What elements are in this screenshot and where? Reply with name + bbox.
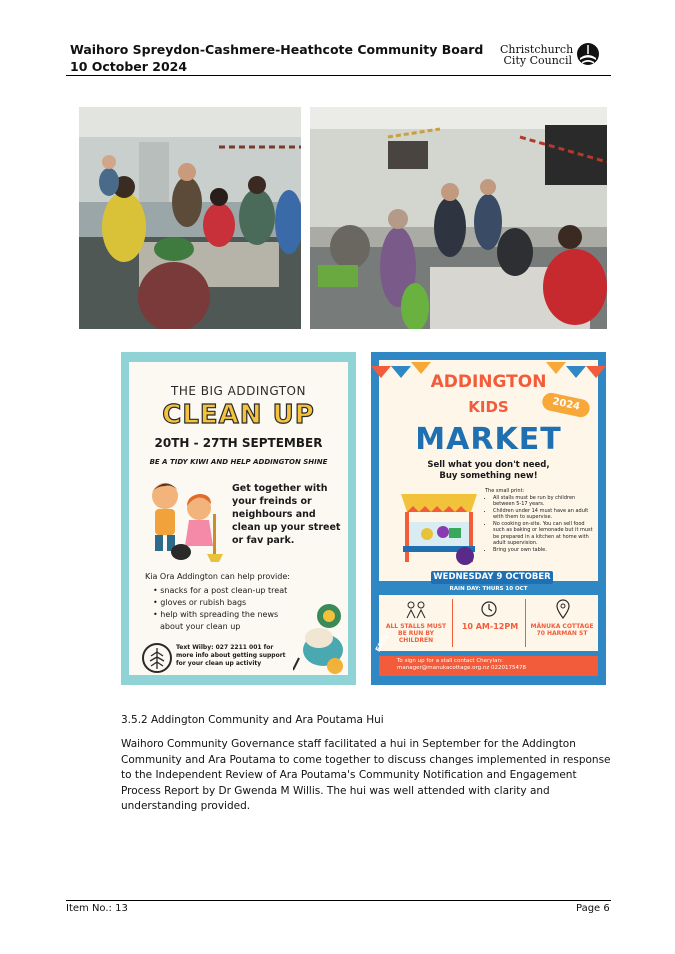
logo-line-2: City Council <box>503 54 572 67</box>
market-title-line-2: KIDS <box>468 398 509 416</box>
market-time: 10 AM-12PM <box>461 622 519 631</box>
market-info-panel <box>379 595 598 651</box>
venue-address: 70 HARMAN ST <box>536 630 588 637</box>
children-icon <box>405 601 427 619</box>
logo-line-1: Christchurch <box>500 43 574 56</box>
clean-up-poster <box>121 352 356 685</box>
item-number: Item No.: 13 <box>66 903 128 914</box>
market-title-line-3: MARKET <box>415 422 562 457</box>
list-item: • Bring your own table. <box>493 547 597 554</box>
community-photo-1 <box>79 107 301 329</box>
council-emblem-icon <box>576 42 600 68</box>
document-header-title <box>70 41 483 75</box>
small-print-title: The small print: <box>485 488 525 494</box>
tagline-line-2: Buy something new! <box>439 471 538 481</box>
list-item: • No cooking on-site. You can sell food such as baking or lemonade but it must be prepared in a kitchen at home with adult supervision. <box>493 521 597 547</box>
section-heading: 3.5.2 Addington Community and Ara Poutama Hui <box>121 714 384 726</box>
list-item: • help with spreading the news <box>153 610 279 619</box>
contact-line-2: more info about getting support <box>176 652 286 659</box>
clean-up-poster-card <box>129 362 348 675</box>
clock-icon <box>480 600 498 618</box>
clean-up-tagline: BE A TIDY KIWI AND HELP ADDINGTON SHINE <box>149 458 328 466</box>
signup-line-1: To sign up for a stall contact Cherylan: <box>397 658 503 664</box>
divider <box>525 599 526 647</box>
fern-logo-icon <box>141 642 173 674</box>
clean-up-contact <box>176 644 296 668</box>
clean-up-get-together: Get together with your freinds or neighbours and clean up your street or fav park. <box>232 483 341 546</box>
section-paragraph: Waihoro Community Governance staff facilitated a hui in September for the Addington Community and Ara Poutama to come together to discuss changes implemented in response to the Independent Review of Ara Poutama's Community Notification and Engagement Process Report by Dr Gwenda M Willis. The hui was well attended with clarity and understanding provided. <box>121 738 611 812</box>
location-pin-icon <box>556 599 570 619</box>
children-illustration-icon <box>141 474 231 564</box>
venue-name: MĀNUKA COTTAGE <box>530 623 594 630</box>
divider <box>452 599 453 647</box>
market-rule-children: ALL STALLS MUST BE RUN BY CHILDREN <box>385 623 447 644</box>
clean-up-dates: 20TH - 27TH SEPTEMBER <box>154 436 323 450</box>
tagline-line-1: Sell what you don't need, <box>427 460 550 470</box>
signup-line-2: manager@manukacottage.org.nz 0220175478 <box>397 665 526 671</box>
clean-up-kia-ora: Kia Ora Addington can help provide: <box>145 572 290 581</box>
footer-rule <box>66 900 611 901</box>
meeting-date: 10 October 2024 <box>70 59 188 74</box>
kids-market-poster <box>371 352 606 685</box>
free-ribbon: FREE! <box>374 629 393 654</box>
list-item: • All stalls must be run by children between 5-17 years. <box>493 495 597 508</box>
community-photo-2 <box>310 107 607 329</box>
council-logo <box>500 42 600 70</box>
list-item: about your clean up <box>160 622 241 631</box>
kiwi-bird-illustration-icon <box>293 600 355 678</box>
clean-up-provide-list <box>153 585 287 633</box>
contact-line-3: for your clean up activity <box>176 660 262 667</box>
board-name: Waihoro Spreydon-Cashmere-Heathcote Community Board <box>70 42 484 57</box>
market-date: WEDNESDAY 9 OCTOBER <box>431 571 553 584</box>
list-item: • gloves or rubish bags <box>153 598 247 607</box>
list-item: • snacks for a post clean-up treat <box>153 586 288 595</box>
market-signup-bar <box>379 656 598 676</box>
market-stall-illustration-icon <box>397 482 481 566</box>
market-venue <box>527 623 597 637</box>
signup-text <box>397 658 526 672</box>
market-rain-day: RAIN DAY: THURS 10 OCT <box>449 586 528 592</box>
clean-up-heading: THE BIG ADDINGTON <box>171 384 306 398</box>
market-title-line-1: ADDINGTON <box>430 372 547 392</box>
clean-up-title: CLEAN UP <box>162 400 315 430</box>
header-rule <box>66 75 611 76</box>
page-number: Page 6 <box>576 903 610 914</box>
market-tagline <box>371 460 606 482</box>
list-item: • Children under 14 must have an adult with them to supervise. <box>493 508 597 521</box>
market-year-badge: 2024 <box>541 391 592 419</box>
market-small-print <box>485 488 597 553</box>
contact-line-1: Text Wilby: 027 2211 001 for <box>176 644 274 651</box>
